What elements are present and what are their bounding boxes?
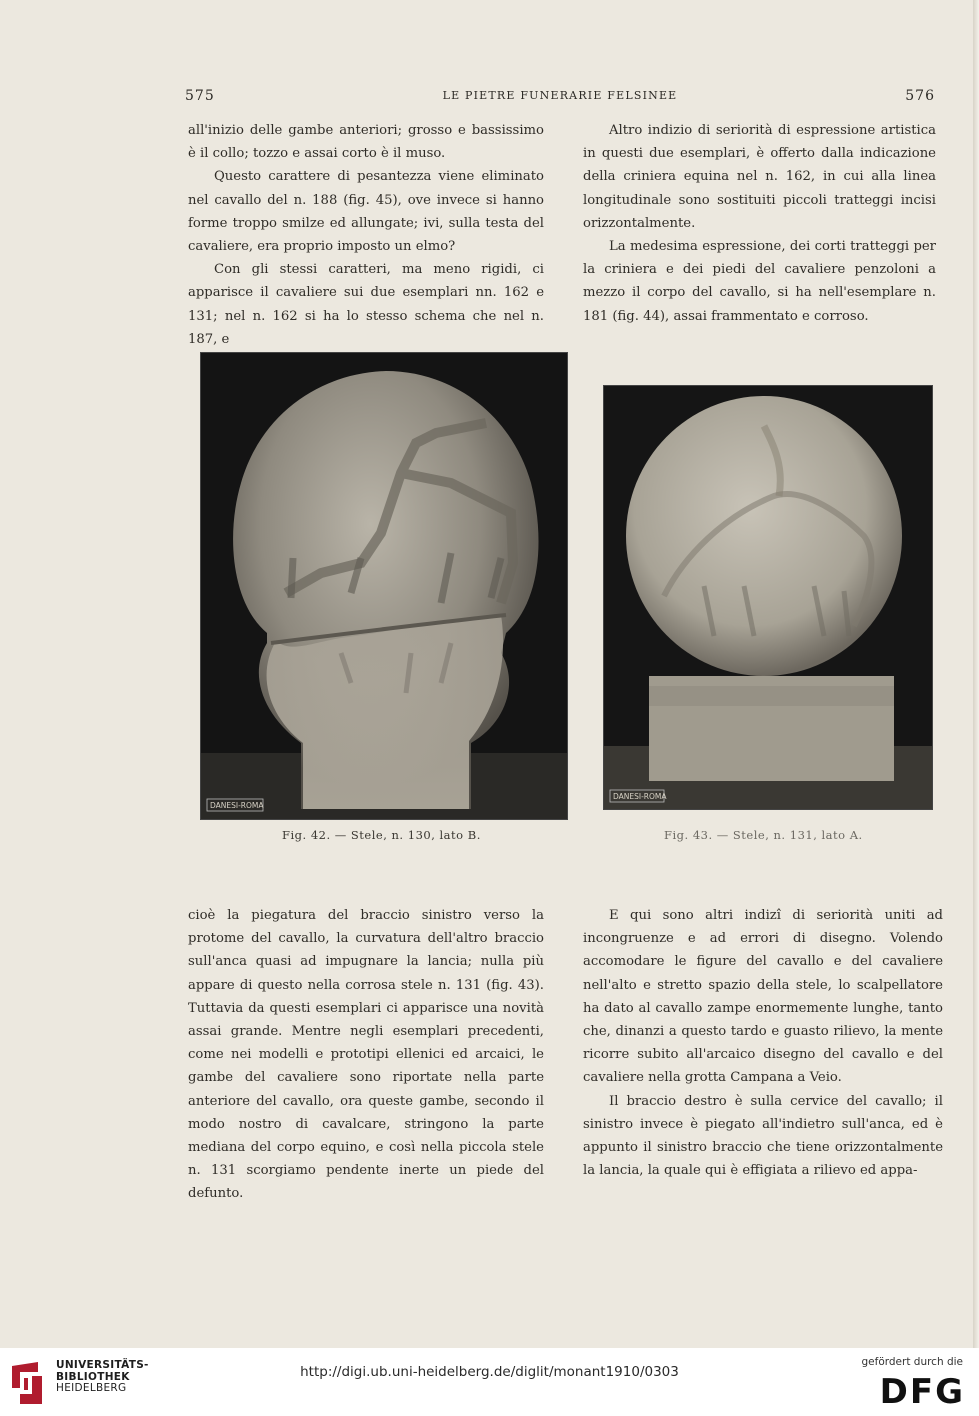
page-edge (973, 0, 979, 1348)
figure-43-photo (603, 385, 933, 810)
photo-credit: DANESI-ROMA (613, 792, 667, 801)
text-column-bottom-right (583, 904, 943, 1182)
paragraph: Con gli stessi caratteri, ma meno rigidi, ci apparisce il cavaliere sui due esemplari nn. 162 e 131; nel n. 162 si ha lo stesso schema che nel n. 187, e (188, 262, 544, 347)
figure-42-caption: Fig. 42. — Stele, n. 130, lato B. (282, 828, 481, 842)
text-column-top-right (583, 119, 936, 328)
paragraph: La medesima espressione, dei corti tratteggi per la criniera e dei piedi del cavaliere penzoloni a mezzo il corpo del cavallo, si ha nell'esemplare n. 181 (fig. 44), assai frammentato e corroso. (583, 239, 936, 324)
permalink-url[interactable]: http://digi.ub.uni-heidelberg.de/diglit/monant1910/0303 (300, 1364, 679, 1380)
funding-note: gefördert durch die (861, 1356, 963, 1368)
library-name-line: BIBLIOTHEK (56, 1370, 130, 1383)
stele-131-image (604, 386, 932, 809)
stele-130-image (201, 353, 567, 819)
text-column-top-left (188, 119, 544, 351)
page-number-left: 575 (185, 88, 215, 104)
library-name-line: UNIVERSITÄTS- (56, 1359, 149, 1371)
figure-43-caption: Fig. 43. — Stele, n. 131, lato A. (664, 828, 863, 842)
figure-42-photo (200, 352, 568, 820)
text-column-bottom-left (188, 904, 544, 1206)
page-number-right: 576 (905, 88, 935, 104)
paragraph: Altro indizio di seriorità di espressione artistica in questi due esemplari, è offerto dalla indicazione della criniera equina nel n. 162, in cui alla linea longitudinale sono sostituiti piccoli tratteggi incisi orizzontalmente. (583, 123, 936, 231)
paragraph: all'inizio delle gambe anteriori; grosso e bassissimo è il collo; tozzo e assai corto è il muso. (188, 123, 544, 162)
dfg-logo: DFG (879, 1372, 965, 1412)
running-head (185, 88, 935, 108)
paragraph: Questo carattere di pesantezza viene eliminato nel cavallo del n. 188 (fig. 45), ove invece si hanno forme troppo smilze ed allungate; ivi, sulla testa del cavaliere, era proprio imposto un elmo? (188, 169, 544, 255)
paragraph: E qui sono altri indizî di seriorità uniti ad incongruenze e ad errori di disegno. Volendo accomodare le figure del cavallo e del cavaliere nell'alto e stretto spazio della stele, lo scalpellatore ha dato al cavallo zampe enormemente lunghe, tanto che, dinanzi a questo tardo e guasto rilievo, la mente ricorre subito all'arcaico disegno del cavallo e del cavaliere nella grotta Campana a Veio. (583, 908, 943, 1086)
paragraph: cioè la piegatura del braccio sinistro verso la protome del cavallo, la curvatura dell'altro braccio sull'anca quasi ad impugnare la lancia; nulla più appare di questo nella corrosa stele n. 131 (fig. 43). Tuttavia da questi esemplari ci apparisce una novità assai grande. Mentre negli esemplari precedenti, come nei modelli e prototipi ellenici ed arcaici, le gambe del cavaliere sono riportate nella parte anteriore del cavallo, ora queste gambe, secondo il modo nostro di cavalcare, stringono la parte mediana del corpo equino, e così nella piccola stele n. 131 scorgiamo pendente inerte un piede del defunto. (188, 908, 544, 1202)
photo-credit: DANESI-ROMA (210, 801, 264, 810)
library-name-line: HEIDELBERG (56, 1382, 127, 1394)
viewer-footer (0, 1348, 979, 1416)
paragraph: Il braccio destro è sulla cervice del cavallo; il sinistro invece è piegato all'indietro sull'anca, ed è appunto il sinistro braccio che tiene orizzontalmente la lancia, la quale qui è effigiata a rilievo ed appa- (583, 1093, 943, 1179)
running-title: LE PIETRE FUNERARIE FELSINEE (442, 89, 678, 102)
